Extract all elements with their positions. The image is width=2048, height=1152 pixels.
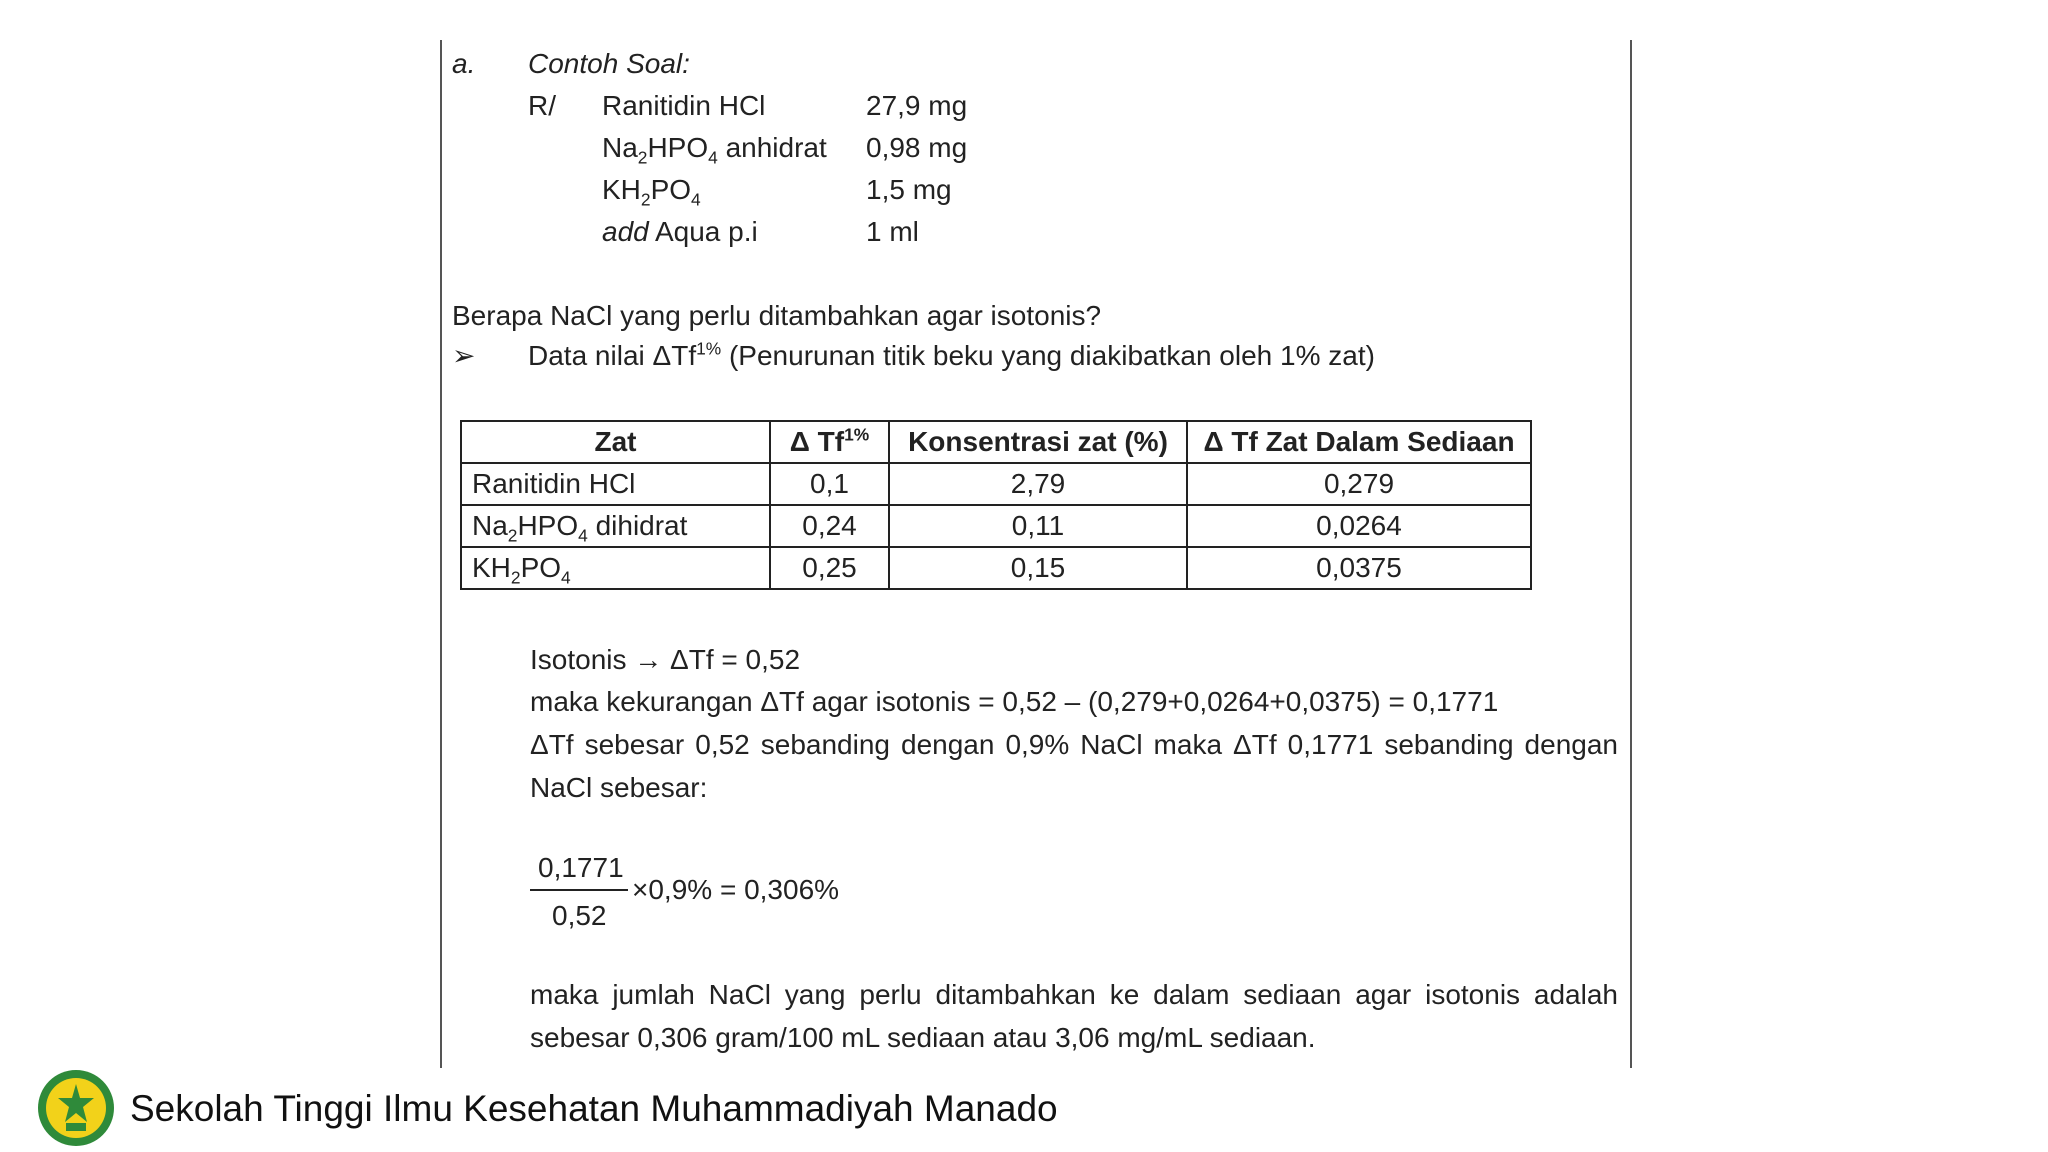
fraction-denominator: 0,52 (552, 900, 607, 931)
proportion-paragraph: ΔTf sebesar 0,52 sebanding dengan 0,9% NaCl maka ΔTf 0,1771 sebanding dengan NaCl sebesar: (530, 729, 1618, 803)
page-border-right (1630, 40, 1632, 1068)
table-cell: 0,1 (770, 463, 889, 505)
table-row (461, 505, 1531, 547)
table-cell: 2,79 (889, 463, 1187, 505)
fraction-numerator: 0,1771 (538, 852, 624, 883)
table-cell: 0,11 (889, 505, 1187, 547)
rx-item-amount: 1,5 mg (866, 174, 952, 205)
rx-item-amount: 0,98 mg (866, 132, 968, 163)
table-row (461, 463, 1531, 505)
fraction-result: ×0,9% = 0,306% (632, 874, 840, 905)
institution-logo-icon (36, 1068, 116, 1148)
bullet-arrow-icon: ➢ (452, 340, 476, 371)
conclusion-paragraph: maka jumlah NaCl yang perlu ditambahkan ke dalam sediaan agar isotonis adalah sebesar 0,306 gram/100 mL sediaan atau 3,06 mg/mL sediaan. (530, 979, 1618, 1053)
table-header: Konsentrasi zat (%) (889, 421, 1187, 463)
rx-item-amount: 1 ml (866, 216, 919, 247)
table-cell: 0,25 (770, 547, 889, 589)
table-header: Δ Tf Zat Dalam Sediaan (1187, 421, 1531, 463)
list-marker: a. (452, 48, 476, 79)
table-header: Δ $Tf^{1\%}$ (770, 421, 889, 463)
table-cell: Ranitidin HCl (461, 463, 770, 505)
table-cell: 0,0264 (1187, 505, 1531, 547)
rx-item-amount: 27,9 mg (866, 90, 968, 121)
rx-item-name: $Na_2HPO_4$ anhidrat (602, 132, 827, 168)
deficit-line: maka kekurangan ΔTf agar isotonis = 0,52 – (0,279+0,0264+0,0375) = 0,1771 (530, 686, 1499, 717)
footer-institution: Sekolah Tinggi Ilmu Kesehatan Muhammadiyah Manado (130, 1088, 1058, 1129)
table-cell: 0,279 (1187, 463, 1531, 505)
fraction-bar (530, 889, 628, 891)
bullet-text: Data nilai ΔTf$^{1\%}$ (Penurunan titik beku yang diakibatkan oleh 1% zat) (528, 338, 1375, 371)
table-cell: 0,0375 (1187, 547, 1531, 589)
page-border-left (440, 40, 442, 1068)
table-cell: $Na_2HPO_4$ dihidrat (461, 505, 770, 547)
rx-item-name: Ranitidin HCl (602, 90, 766, 121)
rx-item-name: add Aqua p.i (602, 216, 758, 247)
table-cell: 0,24 (770, 505, 889, 547)
question-text: Berapa NaCl yang perlu ditambahkan agar isotonis? (452, 300, 1102, 331)
table-cell: $KH_2PO_4$ (461, 547, 770, 589)
table-cell: 0,15 (889, 547, 1187, 589)
data-table (460, 420, 1532, 590)
example-heading: Contoh Soal: (528, 48, 690, 79)
table-header-row (461, 421, 1531, 463)
table-header: Zat (461, 421, 770, 463)
isotonis-line: Isotonis → ΔTf = 0,52 (530, 644, 801, 675)
rx-item-name: $KH_2PO_4$ (602, 174, 701, 210)
rx-symbol: R/ (528, 90, 556, 121)
table-row (461, 547, 1531, 589)
